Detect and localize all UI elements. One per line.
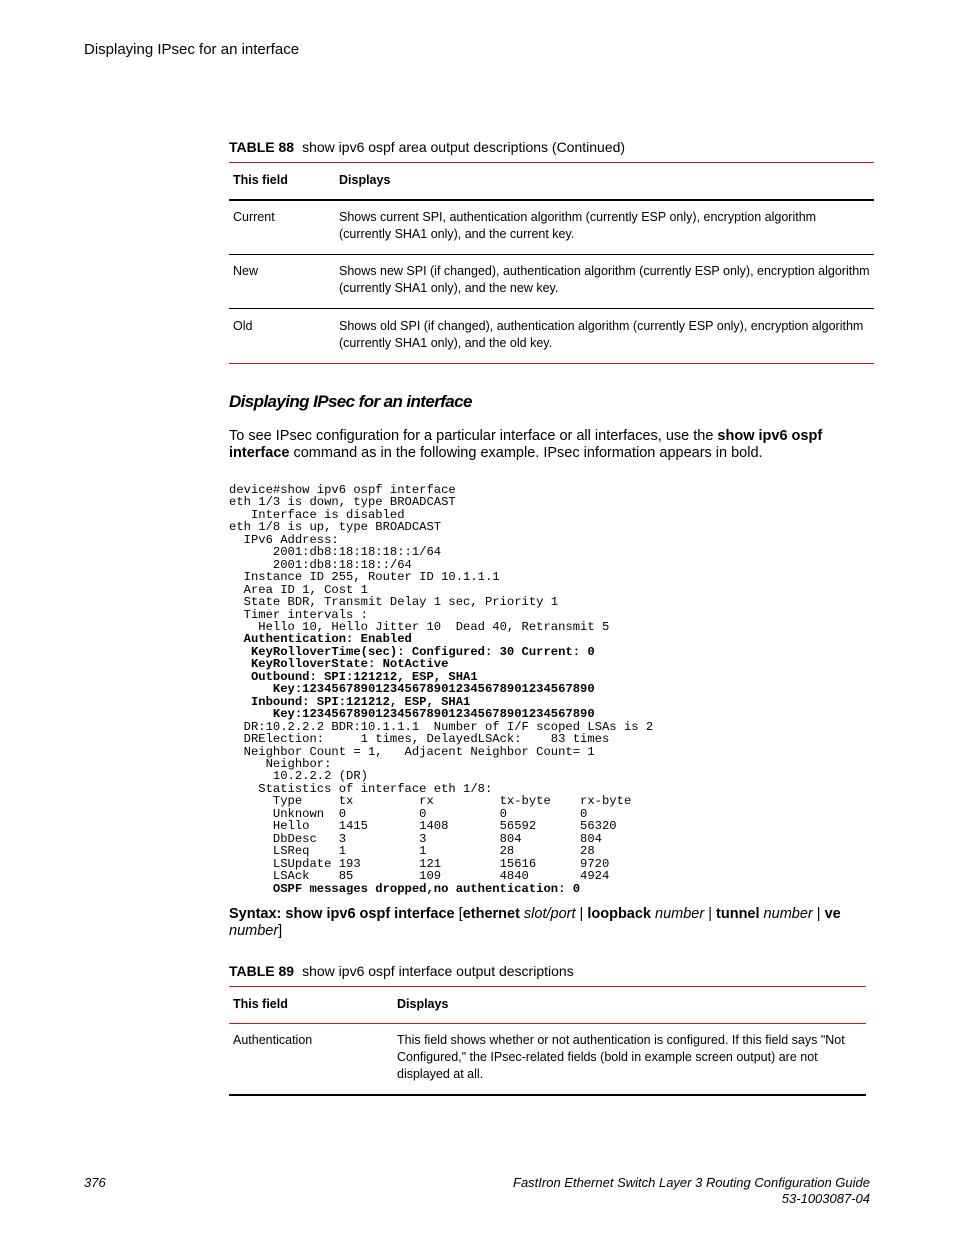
code-line: LSReq 1 1 28 28 bbox=[229, 844, 595, 859]
syntax-bracket-open: [ bbox=[454, 906, 463, 922]
code-line: Neighbor Count = 1, Adjacent Neighbor Count= 1 bbox=[229, 744, 595, 759]
code-line: Outbound: SPI:121212, ESP, SHA1 bbox=[229, 669, 478, 684]
code-line: LSUpdate 193 121 15616 9720 bbox=[229, 856, 610, 871]
table-88-cell-desc-line1: Shows current SPI, authentication algorithm (currently ESP only), encryption algorithm bbox=[339, 210, 817, 224]
code-line: Inbound: SPI:121212, ESP, SHA1 bbox=[229, 694, 471, 709]
table-89-cell-desc-line1: This field shows whether or not authentication is configured. If this field says "Not bbox=[397, 1033, 845, 1047]
table-89-title: show ipv6 ospf interface output descriptions bbox=[302, 963, 574, 979]
table-89-header-rule bbox=[229, 1023, 866, 1024]
code-line: OSPF messages dropped,no authentication: 0 bbox=[229, 881, 581, 896]
doc-number: 53-1003087-04 bbox=[781, 1191, 870, 1206]
code-line: Timer intervals : bbox=[229, 607, 368, 622]
code-line: KeyRolloverTime(sec): Configured: 30 Current: 0 bbox=[229, 644, 595, 659]
syntax-arg-number: number bbox=[651, 906, 705, 922]
table-88-row-divider bbox=[229, 254, 874, 255]
code-line: Neighbor: bbox=[229, 756, 332, 771]
code-line: State BDR, Transmit Delay 1 sec, Priority 1 bbox=[229, 595, 559, 610]
code-line: DRElection: 1 times, DelayedLSAck: 83 times bbox=[229, 732, 610, 747]
table-88-cell-field: Current bbox=[233, 210, 275, 224]
code-line: Statistics of interface eth 1/8: bbox=[229, 781, 493, 796]
table-89-bottom-rule bbox=[229, 1094, 866, 1096]
syntax-pipe: | bbox=[575, 906, 588, 922]
table-88-caption bbox=[229, 139, 625, 155]
table-88-cell-desc-line1: Shows old SPI (if changed), authentication algorithm (currently ESP only), encryption algorithm bbox=[339, 319, 864, 333]
code-line: eth 1/3 is down, type BROADCAST bbox=[229, 495, 456, 510]
intro-text: To see IPsec configuration for a particular interface or all interfaces, use the bbox=[229, 428, 718, 444]
syntax-arg-slot-port: slot/port bbox=[519, 906, 576, 922]
code-line: Unknown 0 0 0 0 bbox=[229, 806, 588, 821]
code-line: Hello 1415 1408 56592 56320 bbox=[229, 819, 617, 834]
table-89-header-field: This field bbox=[233, 997, 288, 1011]
table-88-top-rule bbox=[229, 162, 874, 163]
table-89-cell-desc-line3: displayed at all. bbox=[397, 1067, 484, 1081]
code-line: Instance ID 255, Router ID 10.1.1.1 bbox=[229, 570, 500, 585]
table-89-caption bbox=[229, 963, 574, 979]
intro-command: show ipv6 ospf bbox=[717, 428, 823, 444]
table-89-header-displays: Displays bbox=[397, 997, 449, 1011]
table-88-cell-desc-line1: Shows new SPI (if changed), authentication algorithm (currently ESP only), encryption algorithm bbox=[339, 264, 870, 278]
section-heading: Displaying IPsec for an interface bbox=[229, 392, 472, 411]
intro-command-cont: interface bbox=[229, 445, 290, 461]
table-89-label: TABLE 89 bbox=[229, 963, 295, 979]
table-88-cell-field: New bbox=[233, 264, 259, 278]
code-line: Hello 10, Hello Jitter 10 Dead 40, Retransmit 5 bbox=[229, 619, 610, 634]
table-88-cell-field: Old bbox=[233, 319, 253, 333]
syntax-command: Syntax: show ipv6 ospf interface bbox=[229, 906, 455, 922]
syntax-keyword-tunnel: tunnel bbox=[716, 906, 760, 922]
table-88-cell-desc-line2: (currently SHA1 only), and the new key. bbox=[339, 281, 559, 295]
table-88-title: show ipv6 ospf area output descriptions (Continued) bbox=[302, 139, 626, 155]
syntax-arg-number: number bbox=[759, 906, 813, 922]
table-88-header-displays: Displays bbox=[339, 173, 391, 187]
intro-paragraph bbox=[229, 428, 829, 462]
code-line: 10.2.2.2 (DR) bbox=[229, 769, 368, 784]
intro-text-cont: command as in the following example. IPsec information appears in bold. bbox=[289, 445, 763, 461]
table-88-cell-desc-line2: (currently SHA1 only), and the old key. bbox=[339, 336, 553, 350]
code-line: KeyRolloverState: NotActive bbox=[229, 657, 449, 672]
cli-output-example bbox=[229, 484, 653, 895]
syntax-pipe: | bbox=[812, 906, 825, 922]
syntax-keyword-ethernet: ethernet bbox=[462, 906, 520, 922]
page-number: 376 bbox=[84, 1175, 106, 1190]
table-89-cell-desc-line2: Configured," the IPsec-related fields (bold in example screen output) are not bbox=[397, 1050, 818, 1064]
code-line: device#show ipv6 ospf interface bbox=[229, 483, 456, 497]
code-line: Type tx rx tx-byte rx-byte bbox=[229, 794, 632, 809]
code-line: Key:1234567890123456789012345678901234567890 bbox=[229, 707, 595, 722]
table-88-cell-desc-line2: (currently SHA1 only), and the current key. bbox=[339, 227, 575, 241]
code-line: Interface is disabled bbox=[229, 507, 405, 522]
table-88-label: TABLE 88 bbox=[229, 139, 295, 155]
doc-title: FastIron Ethernet Switch Layer 3 Routing Configuration Guide bbox=[513, 1175, 870, 1190]
syntax-arg-number: number bbox=[229, 923, 279, 939]
code-line: 2001:db8:18:18::/64 bbox=[229, 557, 412, 572]
code-line: 2001:db8:18:18:18::1/64 bbox=[229, 545, 442, 560]
syntax-bracket-close: ] bbox=[278, 923, 283, 939]
table-89-top-rule bbox=[229, 986, 866, 987]
table-88-header-rule bbox=[229, 199, 874, 201]
code-line: DbDesc 3 3 804 804 bbox=[229, 831, 602, 846]
table-88-row-divider bbox=[229, 308, 874, 309]
table-89-cell-field: Authentication bbox=[233, 1033, 313, 1047]
syntax-line bbox=[229, 906, 849, 940]
table-88-bottom-rule bbox=[229, 363, 874, 364]
code-line: IPv6 Address: bbox=[229, 532, 339, 547]
code-line: LSAck 85 109 4840 4924 bbox=[229, 869, 610, 884]
syntax-pipe: | bbox=[704, 906, 717, 922]
code-line: Authentication: Enabled bbox=[229, 632, 412, 647]
syntax-keyword-loopback: loopback bbox=[587, 906, 651, 922]
code-line: Area ID 1, Cost 1 bbox=[229, 582, 368, 597]
table-88-header-field: This field bbox=[233, 173, 288, 187]
page-header-title: Displaying IPsec for an interface bbox=[84, 41, 300, 58]
code-line: DR:10.2.2.2 BDR:10.1.1.1 Number of I/F scoped LSAs is 2 bbox=[229, 719, 654, 734]
code-line: eth 1/8 is up, type BROADCAST bbox=[229, 520, 442, 535]
code-line: Key:1234567890123456789012345678901234567890 bbox=[229, 682, 595, 697]
syntax-keyword-ve: ve bbox=[824, 906, 841, 922]
